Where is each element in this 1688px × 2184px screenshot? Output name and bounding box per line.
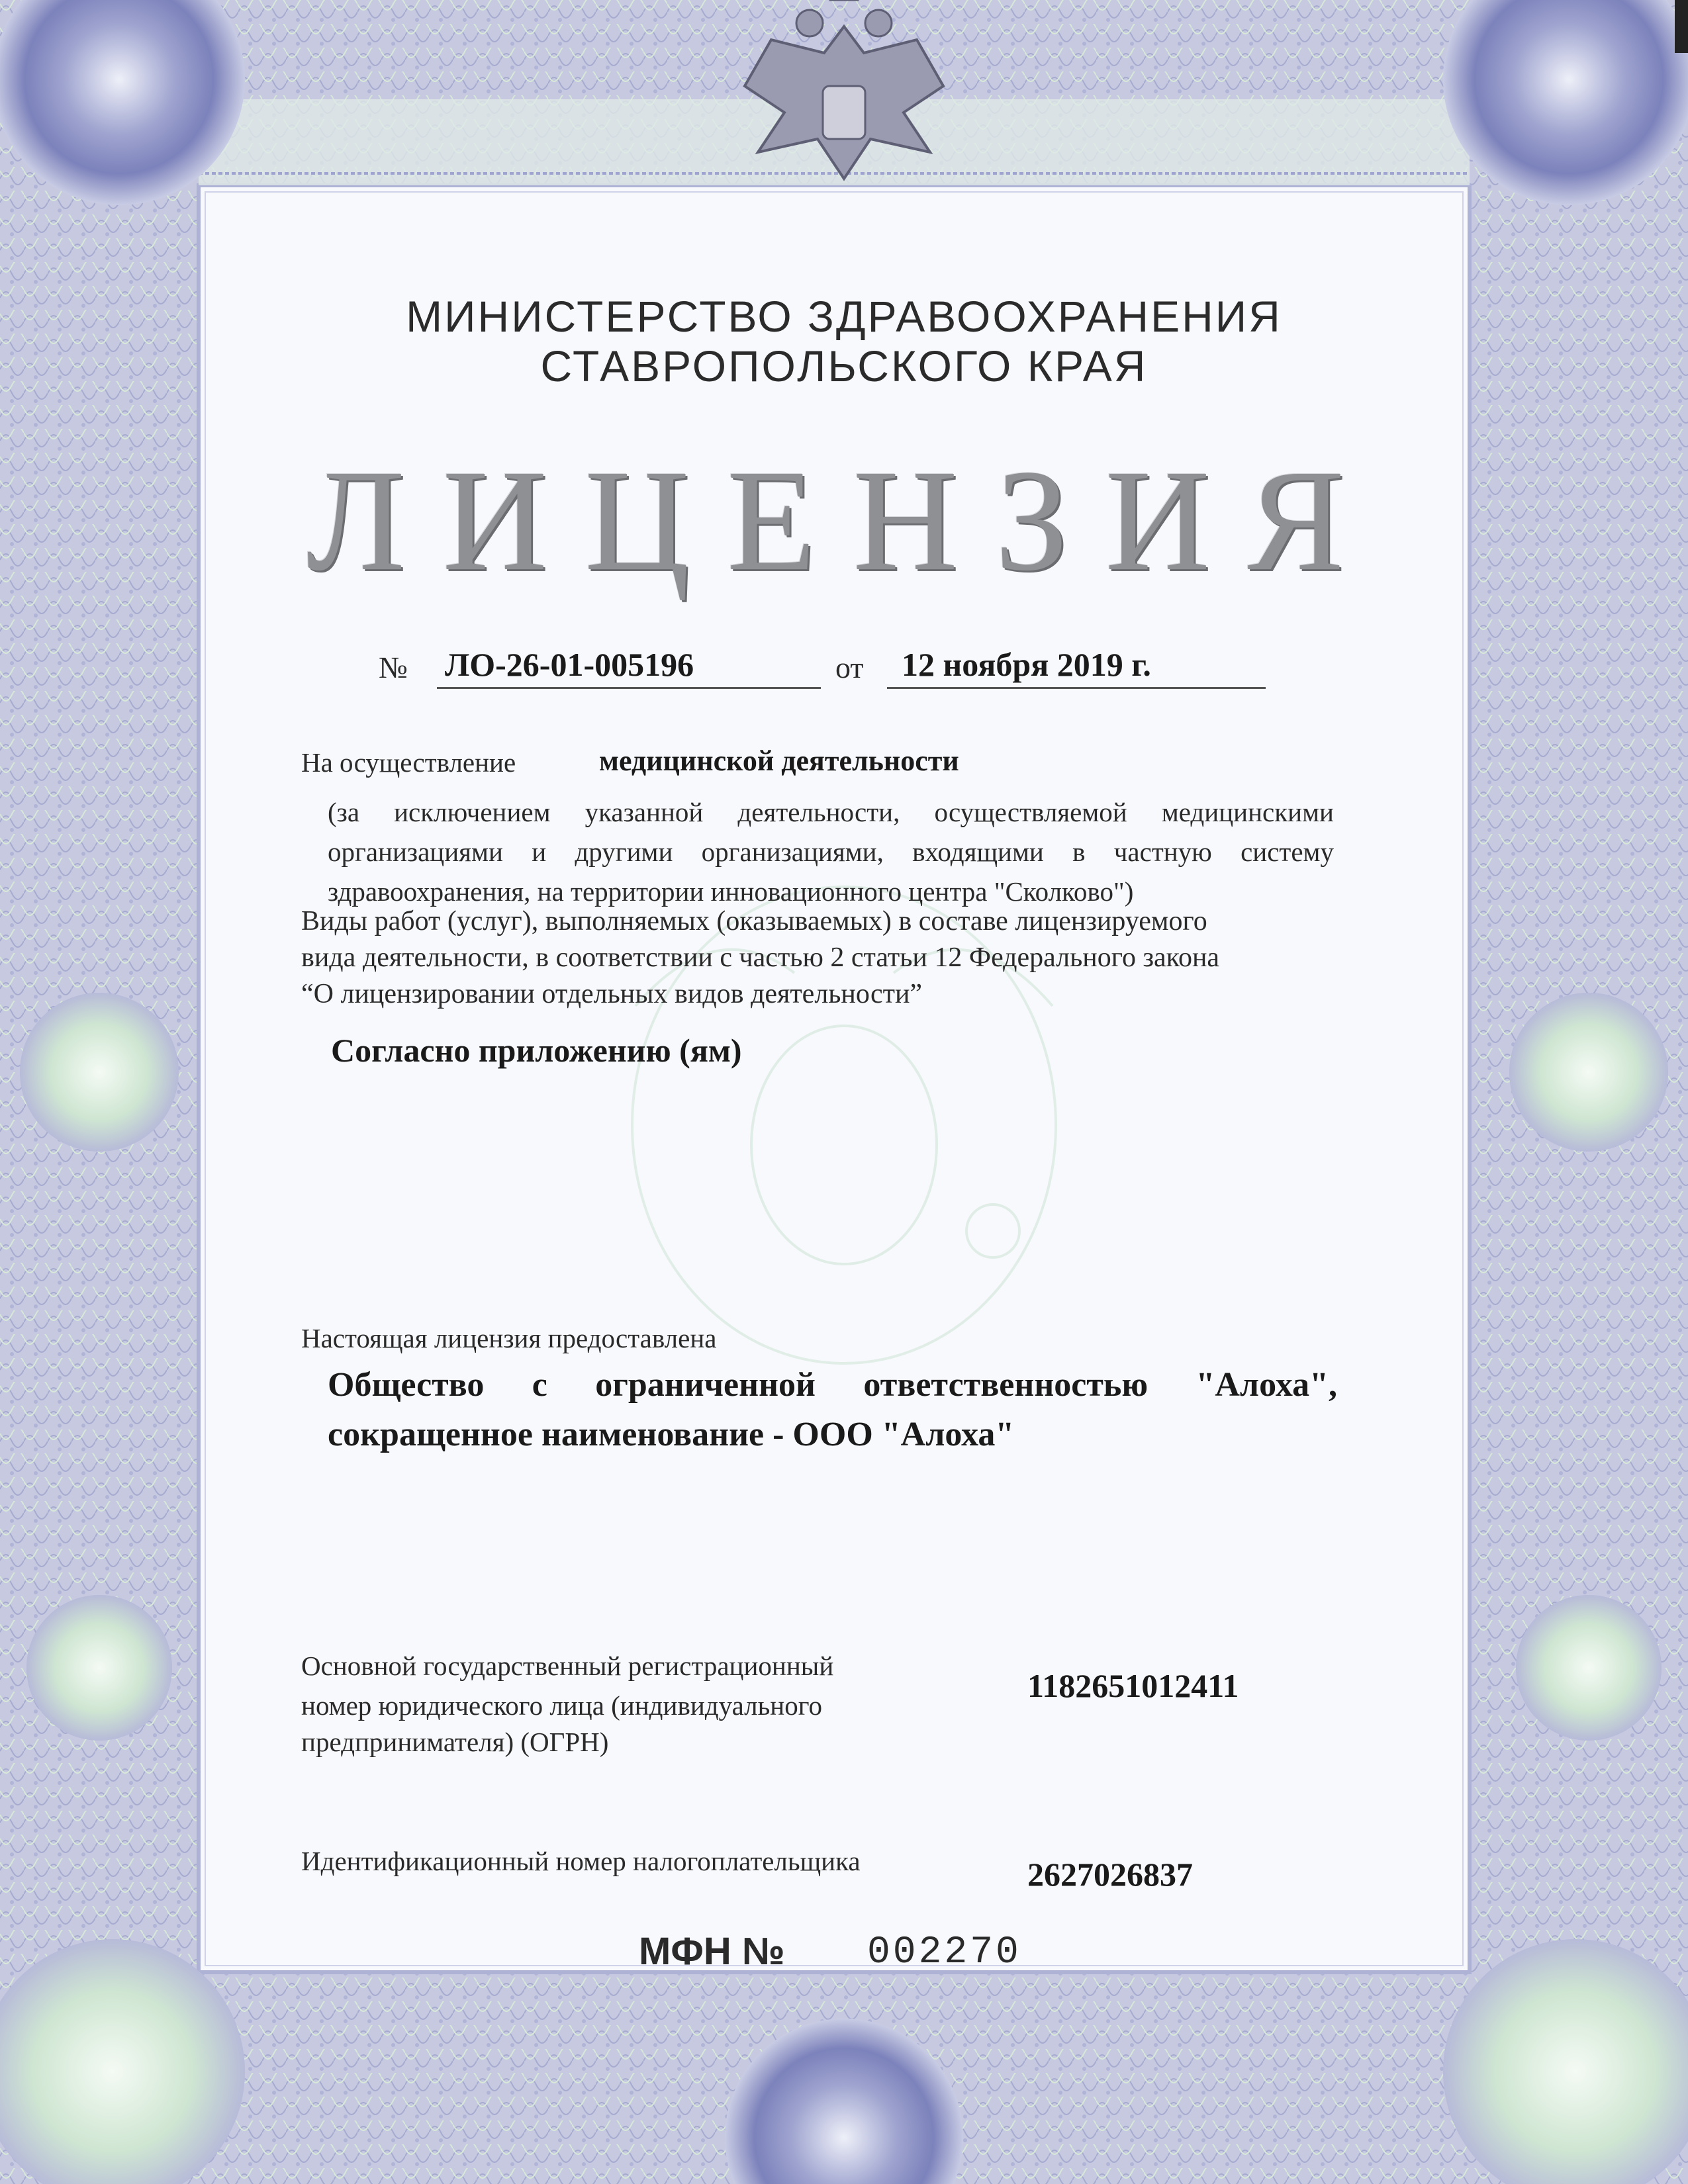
ogrn-value: 1182651012411 <box>1027 1667 1239 1704</box>
granted-line-1: Общество с ограниченной ответственностью "Алоха", <box>328 1366 1337 1404</box>
rosette-right-lower <box>1516 1595 1662 1741</box>
exception-line-2: организациями и другими организациями, входящими в частную систему <box>328 837 1334 867</box>
granted-label: Настоящая лицензия предоставлена <box>301 1323 717 1353</box>
date-prefix: от <box>835 651 864 684</box>
exception-line-3: здравоохранения, на территории инновационного центра "Сколково") <box>328 876 1134 907</box>
license-date: 12 ноября 2019 г. <box>902 646 1151 683</box>
ogrn-label-line-2: номер юридического лица (индивидуального <box>301 1690 823 1721</box>
number-underline <box>437 687 821 689</box>
rosette-left <box>20 993 179 1152</box>
date-underline <box>887 687 1266 689</box>
works-line-2: вида деятельности, в соответствии с частью 2 статьи 12 Федерального закона <box>301 942 1220 973</box>
ogrn-label-line-3: предпринимателя) (ОГРН) <box>301 1727 609 1757</box>
granted-line-2: сокращенное наименование - ООО "Алоха" <box>328 1416 1015 1453</box>
inn-label: Идентификационный номер налогоплательщика <box>301 1846 861 1876</box>
rosette-left-lower <box>26 1595 172 1741</box>
rosette-right <box>1509 993 1668 1152</box>
works-value: Согласно приложению (ям) <box>331 1032 742 1069</box>
document-title: ЛИЦЕНЗИЯ <box>306 439 1382 601</box>
inn-value: 2627026837 <box>1027 1856 1193 1893</box>
ministry-line-1: МИНИСТЕРСТВО ЗДРАВООХРАНЕНИЯ <box>406 292 1282 341</box>
activity-label: На осуществление <box>301 747 516 778</box>
activity-value: медицинской деятельности <box>599 745 959 777</box>
works-line-3: “О лицензировании отдельных видов деятельности” <box>301 979 923 1009</box>
form-series: МФН № <box>639 1930 785 1973</box>
license-number: ЛО-26-01-005196 <box>445 646 694 683</box>
exception-line-1: (за исключением указанной деятельности, осуществляемой медицинскими <box>328 797 1334 827</box>
works-line-1: Виды работ (услуг), выполняемых (оказываемых) в составе лицензируемого <box>301 906 1207 936</box>
form-number: 002270 <box>867 1931 1021 1974</box>
ogrn-label-line-1: Основной государственный регистрационный <box>301 1651 834 1681</box>
ministry-line-2: СТАВРОПОЛЬСКОГО КРАЯ <box>540 341 1148 390</box>
number-prefix: № <box>379 651 408 684</box>
